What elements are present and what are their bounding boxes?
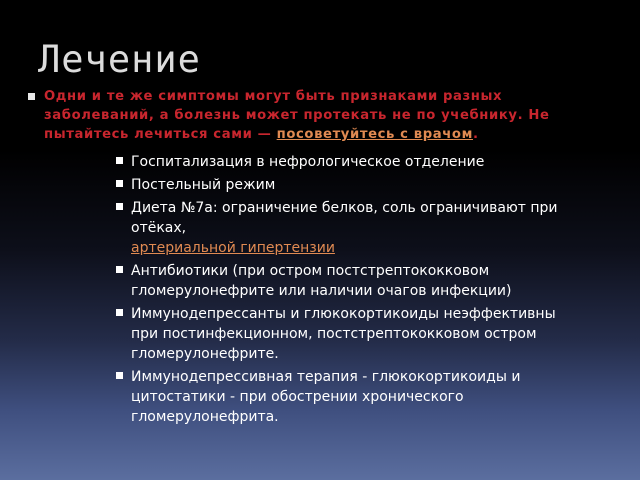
list-item: [116, 198, 586, 258]
square-bullet-icon: [116, 203, 123, 210]
square-bullet-icon: [116, 309, 123, 316]
warning-notice: [28, 87, 588, 144]
square-bullet-icon: [116, 266, 123, 273]
square-bullet-icon: [28, 93, 35, 100]
arterial-hypertension-link[interactable]: артериальной гипертензии: [131, 240, 335, 256]
list-item: [116, 175, 586, 195]
consult-doctor-link[interactable]: посоветуйтесь с врачом: [276, 127, 473, 142]
list-item: [116, 367, 586, 427]
list-item-text: [131, 198, 586, 258]
warning-body: Одни и те же симптомы могут быть признаками разных заболеваний, а болезнь может протекать не по учебнику. Не пытайтесь лечиться сами —: [44, 89, 550, 142]
square-bullet-icon: [116, 372, 123, 379]
diet-text: Диета №7а: ограничение белков, соль ограничивают при отёках,: [131, 200, 558, 236]
warning-suffix: .: [472, 127, 479, 142]
square-bullet-icon: [116, 157, 123, 164]
treatment-list: [116, 152, 586, 430]
slide-title: Лечение: [38, 38, 201, 81]
warning-text: [44, 87, 588, 144]
list-item-text: Антибиотики (при остром постстрептококковом гломерулонефрите или наличии очагов инфекции): [131, 263, 512, 299]
list-item: [116, 152, 586, 172]
square-bullet-icon: [116, 180, 123, 187]
list-item-text: Иммунодепрессивная терапия - глюкокортикоиды и цитостатики - при обострении хронического гломерулонефрита.: [131, 369, 521, 425]
list-item-text: Иммунодепрессанты и глюкокортикоиды неэффективны при постинфекционном, постстрептококковом остром гломерулонефрите.: [131, 306, 556, 362]
list-item-text: Постельный режим: [131, 177, 276, 193]
list-item-text: Госпитализация в нефрологическое отделение: [131, 154, 485, 170]
list-item: [116, 261, 586, 301]
list-item: [116, 304, 586, 364]
